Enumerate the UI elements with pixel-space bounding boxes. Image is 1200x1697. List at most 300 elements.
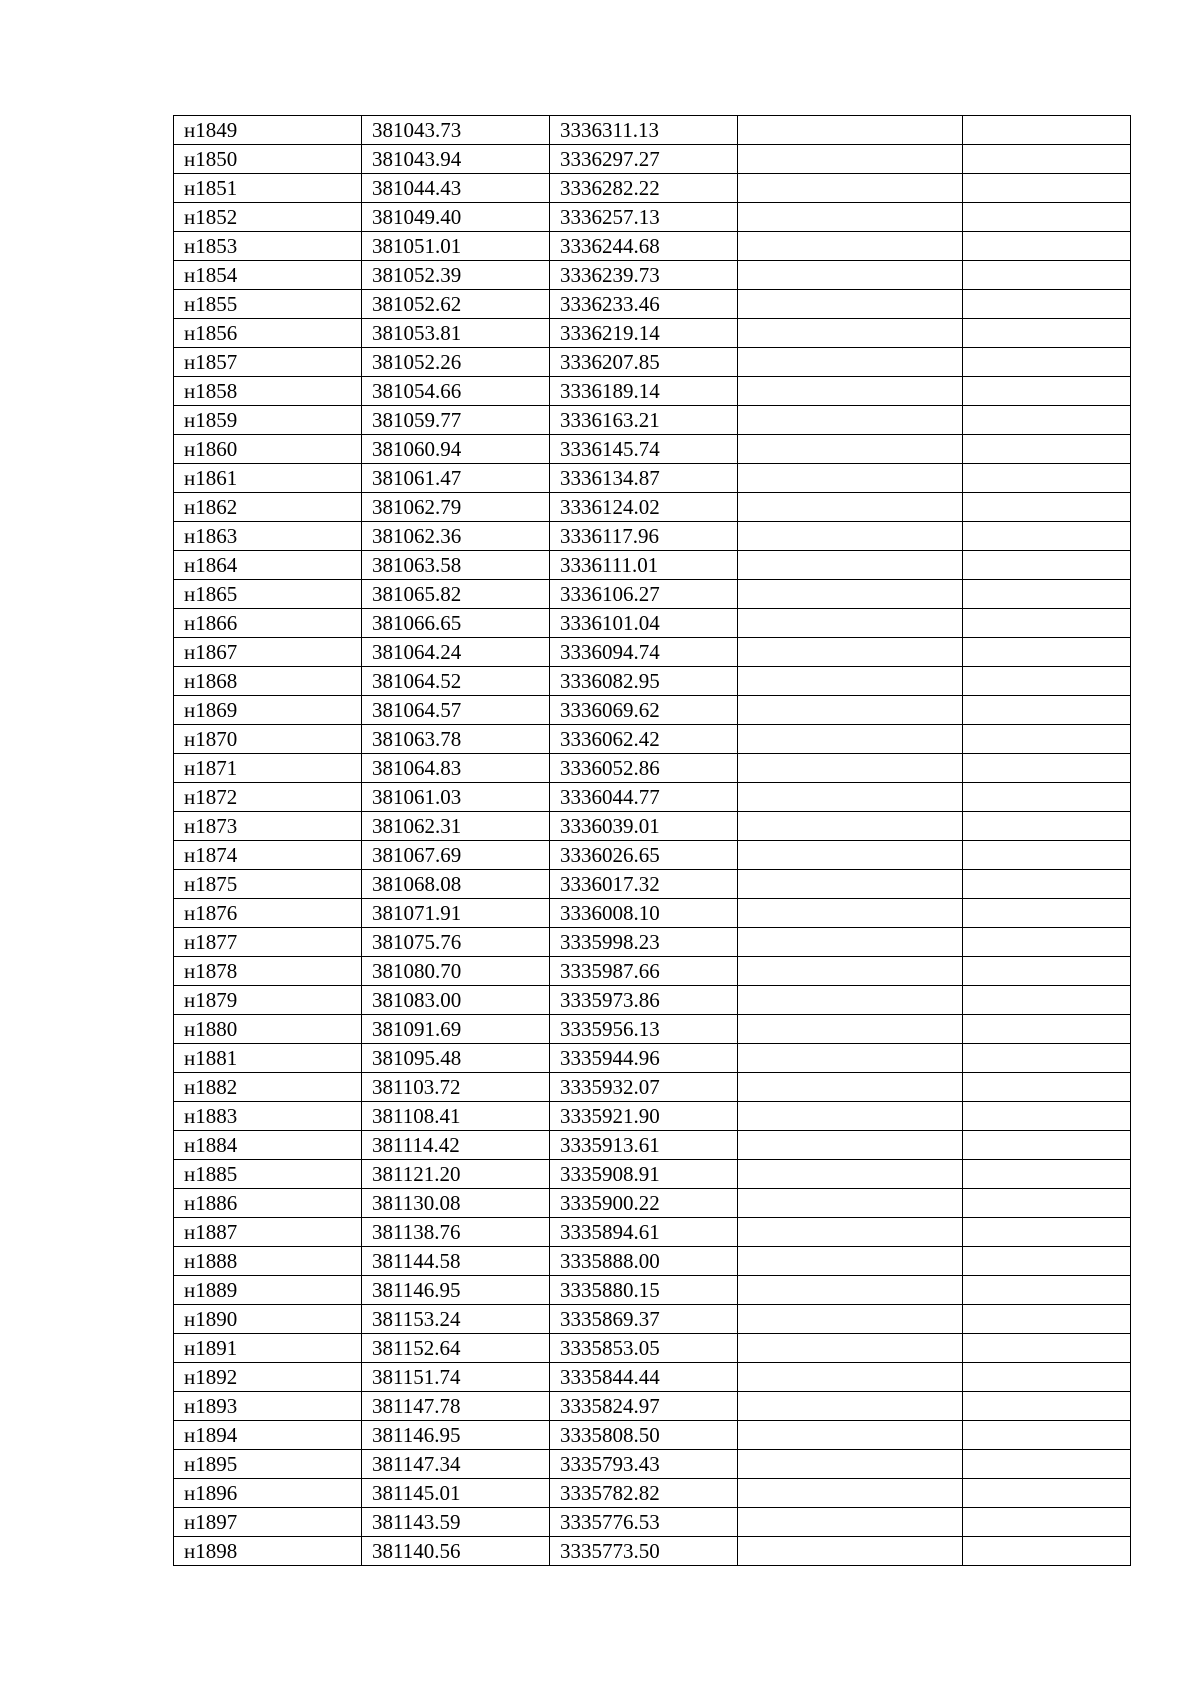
empty-cell-4 — [738, 696, 963, 725]
empty-cell-5 — [963, 841, 1131, 870]
table-row — [174, 348, 1131, 377]
x-coordinate-cell: 381063.58 — [362, 551, 550, 580]
empty-cell-4 — [738, 203, 963, 232]
empty-cell-4 — [738, 1247, 963, 1276]
empty-cell-4 — [738, 145, 963, 174]
empty-cell-4 — [738, 1073, 963, 1102]
empty-cell-5 — [963, 725, 1131, 754]
point-id-cell: н1867 — [174, 638, 362, 667]
table-row — [174, 1015, 1131, 1044]
empty-cell-4 — [738, 609, 963, 638]
empty-cell-4 — [738, 493, 963, 522]
table-row — [174, 870, 1131, 899]
y-coordinate-cell: 3336257.13 — [550, 203, 738, 232]
y-coordinate-cell: 3335956.13 — [550, 1015, 738, 1044]
x-coordinate-cell: 381143.59 — [362, 1508, 550, 1537]
empty-cell-5 — [963, 319, 1131, 348]
empty-cell-5 — [963, 783, 1131, 812]
y-coordinate-cell: 3336069.62 — [550, 696, 738, 725]
y-coordinate-cell: 3336163.21 — [550, 406, 738, 435]
empty-cell-5 — [963, 493, 1131, 522]
y-coordinate-cell: 3335900.22 — [550, 1189, 738, 1218]
x-coordinate-cell: 381080.70 — [362, 957, 550, 986]
y-coordinate-cell: 3336244.68 — [550, 232, 738, 261]
point-id-cell: н1894 — [174, 1421, 362, 1450]
empty-cell-5 — [963, 1479, 1131, 1508]
table-row — [174, 319, 1131, 348]
empty-cell-4 — [738, 725, 963, 754]
table-row — [174, 638, 1131, 667]
empty-cell-4 — [738, 551, 963, 580]
empty-cell-5 — [963, 1189, 1131, 1218]
point-id-cell: н1891 — [174, 1334, 362, 1363]
empty-cell-4 — [738, 1392, 963, 1421]
y-coordinate-cell: 3335908.91 — [550, 1160, 738, 1189]
empty-cell-5 — [963, 696, 1131, 725]
empty-cell-4 — [738, 290, 963, 319]
empty-cell-5 — [963, 1392, 1131, 1421]
point-id-cell: н1877 — [174, 928, 362, 957]
point-id-cell: н1858 — [174, 377, 362, 406]
y-coordinate-cell: 3336311.13 — [550, 116, 738, 145]
y-coordinate-cell: 3336039.01 — [550, 812, 738, 841]
table-row — [174, 1276, 1131, 1305]
empty-cell-4 — [738, 348, 963, 377]
x-coordinate-cell: 381060.94 — [362, 435, 550, 464]
empty-cell-5 — [963, 1537, 1131, 1566]
table-row — [174, 435, 1131, 464]
point-id-cell: н1895 — [174, 1450, 362, 1479]
y-coordinate-cell: 3336062.42 — [550, 725, 738, 754]
empty-cell-5 — [963, 174, 1131, 203]
point-id-cell: н1851 — [174, 174, 362, 203]
point-id-cell: н1889 — [174, 1276, 362, 1305]
empty-cell-5 — [963, 406, 1131, 435]
y-coordinate-cell: 3335944.96 — [550, 1044, 738, 1073]
empty-cell-5 — [963, 1334, 1131, 1363]
table-row — [174, 1421, 1131, 1450]
x-coordinate-cell: 381144.58 — [362, 1247, 550, 1276]
x-coordinate-cell: 381153.24 — [362, 1305, 550, 1334]
table-row — [174, 377, 1131, 406]
empty-cell-4 — [738, 232, 963, 261]
empty-cell-4 — [738, 986, 963, 1015]
table-row — [174, 1479, 1131, 1508]
point-id-cell: н1884 — [174, 1131, 362, 1160]
y-coordinate-cell: 3335998.23 — [550, 928, 738, 957]
y-coordinate-cell: 3336117.96 — [550, 522, 738, 551]
point-id-cell: н1897 — [174, 1508, 362, 1537]
x-coordinate-cell: 381044.43 — [362, 174, 550, 203]
y-coordinate-cell: 3335824.97 — [550, 1392, 738, 1421]
empty-cell-5 — [963, 551, 1131, 580]
empty-cell-4 — [738, 377, 963, 406]
empty-cell-5 — [963, 1073, 1131, 1102]
table-row — [174, 145, 1131, 174]
coordinates-table — [173, 115, 1131, 1566]
x-coordinate-cell: 381065.82 — [362, 580, 550, 609]
point-id-cell: н1855 — [174, 290, 362, 319]
x-coordinate-cell: 381062.79 — [362, 493, 550, 522]
x-coordinate-cell: 381043.73 — [362, 116, 550, 145]
empty-cell-5 — [963, 754, 1131, 783]
x-coordinate-cell: 381147.78 — [362, 1392, 550, 1421]
point-id-cell: н1864 — [174, 551, 362, 580]
point-id-cell: н1883 — [174, 1102, 362, 1131]
empty-cell-4 — [738, 1189, 963, 1218]
empty-cell-4 — [738, 1276, 963, 1305]
x-coordinate-cell: 381064.57 — [362, 696, 550, 725]
x-coordinate-cell: 381064.52 — [362, 667, 550, 696]
empty-cell-5 — [963, 1508, 1131, 1537]
y-coordinate-cell: 3336017.32 — [550, 870, 738, 899]
y-coordinate-cell: 3336052.86 — [550, 754, 738, 783]
empty-cell-5 — [963, 232, 1131, 261]
y-coordinate-cell: 3336106.27 — [550, 580, 738, 609]
x-coordinate-cell: 381051.01 — [362, 232, 550, 261]
empty-cell-4 — [738, 1537, 963, 1566]
empty-cell-5 — [963, 348, 1131, 377]
point-id-cell: н1888 — [174, 1247, 362, 1276]
x-coordinate-cell: 381138.76 — [362, 1218, 550, 1247]
y-coordinate-cell: 3335894.61 — [550, 1218, 738, 1247]
point-id-cell: н1876 — [174, 899, 362, 928]
empty-cell-5 — [963, 1015, 1131, 1044]
point-id-cell: н1887 — [174, 1218, 362, 1247]
empty-cell-4 — [738, 1102, 963, 1131]
empty-cell-5 — [963, 609, 1131, 638]
point-id-cell: н1872 — [174, 783, 362, 812]
x-coordinate-cell: 381152.64 — [362, 1334, 550, 1363]
x-coordinate-cell: 381083.00 — [362, 986, 550, 1015]
empty-cell-4 — [738, 1015, 963, 1044]
table-row — [174, 667, 1131, 696]
x-coordinate-cell: 381103.72 — [362, 1073, 550, 1102]
y-coordinate-cell: 3336082.95 — [550, 667, 738, 696]
y-coordinate-cell: 3335844.44 — [550, 1363, 738, 1392]
empty-cell-5 — [963, 1102, 1131, 1131]
y-coordinate-cell: 3336134.87 — [550, 464, 738, 493]
y-coordinate-cell: 3336239.73 — [550, 261, 738, 290]
y-coordinate-cell: 3336124.02 — [550, 493, 738, 522]
table-row — [174, 841, 1131, 870]
table-row — [174, 1392, 1131, 1421]
empty-cell-4 — [738, 1479, 963, 1508]
x-coordinate-cell: 381054.66 — [362, 377, 550, 406]
table-row — [174, 1508, 1131, 1537]
point-id-cell: н1866 — [174, 609, 362, 638]
empty-cell-5 — [963, 580, 1131, 609]
table-row — [174, 783, 1131, 812]
y-coordinate-cell: 3336233.46 — [550, 290, 738, 319]
empty-cell-5 — [963, 261, 1131, 290]
empty-cell-4 — [738, 1421, 963, 1450]
y-coordinate-cell: 3335987.66 — [550, 957, 738, 986]
x-coordinate-cell: 381114.42 — [362, 1131, 550, 1160]
point-id-cell: н1861 — [174, 464, 362, 493]
empty-cell-4 — [738, 1044, 963, 1073]
empty-cell-5 — [963, 1131, 1131, 1160]
y-coordinate-cell: 3336101.04 — [550, 609, 738, 638]
x-coordinate-cell: 381095.48 — [362, 1044, 550, 1073]
x-coordinate-cell: 381061.47 — [362, 464, 550, 493]
table-row — [174, 1334, 1131, 1363]
empty-cell-4 — [738, 754, 963, 783]
empty-cell-5 — [963, 870, 1131, 899]
table-row — [174, 580, 1131, 609]
x-coordinate-cell: 381052.62 — [362, 290, 550, 319]
empty-cell-4 — [738, 638, 963, 667]
point-id-cell: н1849 — [174, 116, 362, 145]
coordinates-table-body — [174, 116, 1131, 1566]
empty-cell-4 — [738, 1131, 963, 1160]
point-id-cell: н1874 — [174, 841, 362, 870]
empty-cell-5 — [963, 986, 1131, 1015]
y-coordinate-cell: 3335853.05 — [550, 1334, 738, 1363]
y-coordinate-cell: 3336282.22 — [550, 174, 738, 203]
y-coordinate-cell: 3335932.07 — [550, 1073, 738, 1102]
table-row — [174, 464, 1131, 493]
point-id-cell: н1893 — [174, 1392, 362, 1421]
empty-cell-5 — [963, 290, 1131, 319]
x-coordinate-cell: 381062.31 — [362, 812, 550, 841]
table-row — [174, 406, 1131, 435]
y-coordinate-cell: 3336297.27 — [550, 145, 738, 174]
x-coordinate-cell: 381145.01 — [362, 1479, 550, 1508]
table-row — [174, 928, 1131, 957]
empty-cell-4 — [738, 841, 963, 870]
table-row — [174, 1247, 1131, 1276]
table-row — [174, 899, 1131, 928]
empty-cell-5 — [963, 1305, 1131, 1334]
point-id-cell: н1890 — [174, 1305, 362, 1334]
point-id-cell: н1850 — [174, 145, 362, 174]
x-coordinate-cell: 381059.77 — [362, 406, 550, 435]
y-coordinate-cell: 3335773.50 — [550, 1537, 738, 1566]
table-row — [174, 261, 1131, 290]
x-coordinate-cell: 381146.95 — [362, 1276, 550, 1305]
x-coordinate-cell: 381062.36 — [362, 522, 550, 551]
x-coordinate-cell: 381064.83 — [362, 754, 550, 783]
empty-cell-5 — [963, 522, 1131, 551]
empty-cell-5 — [963, 957, 1131, 986]
empty-cell-4 — [738, 116, 963, 145]
x-coordinate-cell: 381061.03 — [362, 783, 550, 812]
empty-cell-4 — [738, 174, 963, 203]
empty-cell-4 — [738, 1508, 963, 1537]
table-row — [174, 232, 1131, 261]
table-row — [174, 1305, 1131, 1334]
y-coordinate-cell: 3336111.01 — [550, 551, 738, 580]
x-coordinate-cell: 381052.26 — [362, 348, 550, 377]
empty-cell-4 — [738, 928, 963, 957]
empty-cell-5 — [963, 203, 1131, 232]
empty-cell-5 — [963, 1218, 1131, 1247]
point-id-cell: н1879 — [174, 986, 362, 1015]
table-row — [174, 609, 1131, 638]
x-coordinate-cell: 381121.20 — [362, 1160, 550, 1189]
empty-cell-5 — [963, 1247, 1131, 1276]
y-coordinate-cell: 3335793.43 — [550, 1450, 738, 1479]
point-id-cell: н1875 — [174, 870, 362, 899]
point-id-cell: н1896 — [174, 1479, 362, 1508]
table-row — [174, 1160, 1131, 1189]
point-id-cell: н1882 — [174, 1073, 362, 1102]
table-row — [174, 116, 1131, 145]
empty-cell-4 — [738, 319, 963, 348]
table-row — [174, 1450, 1131, 1479]
y-coordinate-cell: 3336044.77 — [550, 783, 738, 812]
point-id-cell: н1871 — [174, 754, 362, 783]
empty-cell-5 — [963, 1044, 1131, 1073]
y-coordinate-cell: 3336207.85 — [550, 348, 738, 377]
empty-cell-4 — [738, 522, 963, 551]
y-coordinate-cell: 3335782.82 — [550, 1479, 738, 1508]
empty-cell-4 — [738, 899, 963, 928]
empty-cell-4 — [738, 406, 963, 435]
x-coordinate-cell: 381140.56 — [362, 1537, 550, 1566]
y-coordinate-cell: 3335776.53 — [550, 1508, 738, 1537]
empty-cell-5 — [963, 145, 1131, 174]
empty-cell-4 — [738, 1218, 963, 1247]
x-coordinate-cell: 381108.41 — [362, 1102, 550, 1131]
x-coordinate-cell: 381146.95 — [362, 1421, 550, 1450]
empty-cell-5 — [963, 1450, 1131, 1479]
table-row — [174, 1218, 1131, 1247]
empty-cell-4 — [738, 667, 963, 696]
empty-cell-4 — [738, 812, 963, 841]
table-row — [174, 1131, 1131, 1160]
point-id-cell: н1862 — [174, 493, 362, 522]
point-id-cell: н1857 — [174, 348, 362, 377]
table-row — [174, 290, 1131, 319]
empty-cell-5 — [963, 638, 1131, 667]
point-id-cell: н1898 — [174, 1537, 362, 1566]
point-id-cell: н1865 — [174, 580, 362, 609]
table-row — [174, 203, 1131, 232]
y-coordinate-cell: 3335888.00 — [550, 1247, 738, 1276]
x-coordinate-cell: 381053.81 — [362, 319, 550, 348]
x-coordinate-cell: 381043.94 — [362, 145, 550, 174]
point-id-cell: н1880 — [174, 1015, 362, 1044]
empty-cell-4 — [738, 1160, 963, 1189]
empty-cell-4 — [738, 464, 963, 493]
empty-cell-5 — [963, 1421, 1131, 1450]
empty-cell-4 — [738, 435, 963, 464]
table-row — [174, 522, 1131, 551]
point-id-cell: н1854 — [174, 261, 362, 290]
x-coordinate-cell: 381066.65 — [362, 609, 550, 638]
point-id-cell: н1853 — [174, 232, 362, 261]
y-coordinate-cell: 3335880.15 — [550, 1276, 738, 1305]
y-coordinate-cell: 3335808.50 — [550, 1421, 738, 1450]
x-coordinate-cell: 381147.34 — [362, 1450, 550, 1479]
table-row — [174, 1044, 1131, 1073]
empty-cell-5 — [963, 928, 1131, 957]
point-id-cell: н1852 — [174, 203, 362, 232]
empty-cell-5 — [963, 812, 1131, 841]
y-coordinate-cell: 3335913.61 — [550, 1131, 738, 1160]
empty-cell-5 — [963, 1276, 1131, 1305]
x-coordinate-cell: 381130.08 — [362, 1189, 550, 1218]
y-coordinate-cell: 3336145.74 — [550, 435, 738, 464]
empty-cell-4 — [738, 957, 963, 986]
empty-cell-5 — [963, 464, 1131, 493]
table-row — [174, 1537, 1131, 1566]
point-id-cell: н1870 — [174, 725, 362, 754]
empty-cell-4 — [738, 783, 963, 812]
x-coordinate-cell: 381068.08 — [362, 870, 550, 899]
point-id-cell: н1886 — [174, 1189, 362, 1218]
table-row — [174, 1102, 1131, 1131]
empty-cell-4 — [738, 580, 963, 609]
table-row — [174, 1189, 1131, 1218]
x-coordinate-cell: 381049.40 — [362, 203, 550, 232]
table-row — [174, 725, 1131, 754]
table-row — [174, 754, 1131, 783]
x-coordinate-cell: 381075.76 — [362, 928, 550, 957]
table-row — [174, 696, 1131, 725]
y-coordinate-cell: 3336189.14 — [550, 377, 738, 406]
x-coordinate-cell: 381151.74 — [362, 1363, 550, 1392]
table-row — [174, 957, 1131, 986]
point-id-cell: н1885 — [174, 1160, 362, 1189]
table-row — [174, 551, 1131, 580]
point-id-cell: н1869 — [174, 696, 362, 725]
empty-cell-5 — [963, 377, 1131, 406]
y-coordinate-cell: 3335869.37 — [550, 1305, 738, 1334]
point-id-cell: н1868 — [174, 667, 362, 696]
y-coordinate-cell: 3336219.14 — [550, 319, 738, 348]
table-row — [174, 986, 1131, 1015]
x-coordinate-cell: 381067.69 — [362, 841, 550, 870]
point-id-cell: н1892 — [174, 1363, 362, 1392]
y-coordinate-cell: 3336094.74 — [550, 638, 738, 667]
table-row — [174, 1363, 1131, 1392]
table-row — [174, 493, 1131, 522]
empty-cell-5 — [963, 1160, 1131, 1189]
empty-cell-4 — [738, 1334, 963, 1363]
y-coordinate-cell: 3335973.86 — [550, 986, 738, 1015]
point-id-cell: н1863 — [174, 522, 362, 551]
empty-cell-4 — [738, 261, 963, 290]
empty-cell-5 — [963, 1363, 1131, 1392]
empty-cell-4 — [738, 1363, 963, 1392]
point-id-cell: н1860 — [174, 435, 362, 464]
empty-cell-5 — [963, 667, 1131, 696]
empty-cell-4 — [738, 870, 963, 899]
x-coordinate-cell: 381052.39 — [362, 261, 550, 290]
table-row — [174, 812, 1131, 841]
empty-cell-4 — [738, 1450, 963, 1479]
x-coordinate-cell: 381064.24 — [362, 638, 550, 667]
x-coordinate-cell: 381063.78 — [362, 725, 550, 754]
point-id-cell: н1881 — [174, 1044, 362, 1073]
table-row — [174, 174, 1131, 203]
y-coordinate-cell: 3336026.65 — [550, 841, 738, 870]
y-coordinate-cell: 3336008.10 — [550, 899, 738, 928]
point-id-cell: н1856 — [174, 319, 362, 348]
point-id-cell: н1859 — [174, 406, 362, 435]
table-row — [174, 1073, 1131, 1102]
empty-cell-5 — [963, 899, 1131, 928]
x-coordinate-cell: 381071.91 — [362, 899, 550, 928]
x-coordinate-cell: 381091.69 — [362, 1015, 550, 1044]
empty-cell-4 — [738, 1305, 963, 1334]
empty-cell-5 — [963, 435, 1131, 464]
empty-cell-5 — [963, 116, 1131, 145]
point-id-cell: н1878 — [174, 957, 362, 986]
